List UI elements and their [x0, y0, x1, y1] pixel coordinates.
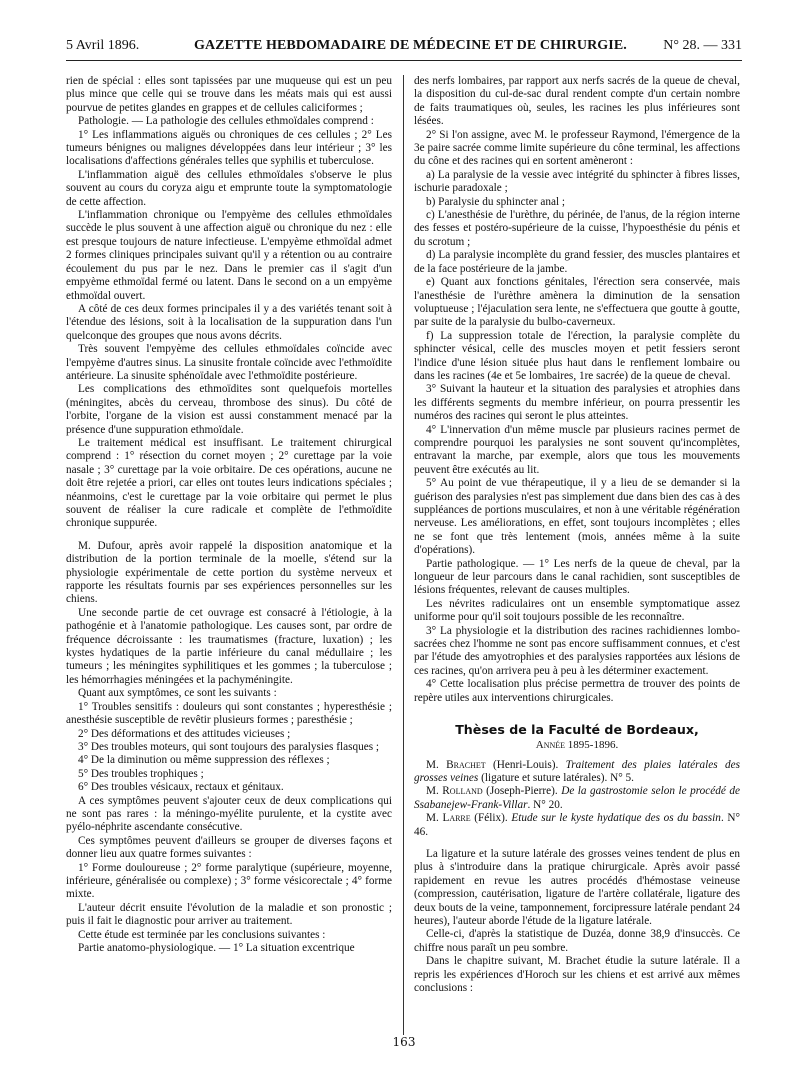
thesis-author: M. Brachet — [426, 758, 486, 771]
paragraph: Cette étude est terminée par les conclusions suivantes : — [78, 928, 326, 941]
paragraph: Celle-ci, d'après la statistique de Duzéa, donne 38,9 d'insuccès. Ce chiffre nous paraît un peu sombre. — [414, 928, 740, 954]
thesis-title: Etude sur le kyste hydatique des os du bassin — [511, 812, 721, 825]
paragraph: Très souvent l'empyème des cellules ethmoïdales coïncide avec l'empyème d'autres sinus. La sinusite frontale coïncide avec l'ethmoïdite antérieure. La sinusite sphénoïdale avec l'ethmoïdite postérieure. — [66, 343, 392, 382]
paragraph: Une seconde partie de cet ouvrage est consacré à l'étiologie, à la pathogénie et à l'anatomie pathologique. Les causes sont, par ordre de fréquence décroissante : les traumatismes (fracture, luxation) ; les kystes hydatiques de la partie inférieure du canal médullaire ; les tumeurs ; les méningites syphilitiques et les gommes ; la tuberculose ; les hémorrhagies méningées et la pachyméningite. — [66, 606, 392, 686]
thesis-entry — [414, 812, 740, 839]
thesis-author: M. Rolland — [426, 785, 483, 798]
paragraph: Les complications des ethmoïdites sont quelquefois mortelles (méningites, abcès du cerveau, thrombose des sinus). Du côté de l'orbite, l'organe de la vision est aussi constamment menacé par la présence d'une suppuration ethmoïdale. — [66, 383, 392, 436]
thesis-title: Traitement des plaies latérales des grosses veines — [414, 758, 740, 784]
paragraph: 6° Des troubles vésicaux, rectaux et génitaux. — [78, 781, 284, 794]
paragraph: f) La suppression totale de l'érection, la paralysie complète du sphincter vésical, celle des muscles moyen et petit fessiers seront l'indice d'une lésion située plus haut dans le renflement lombaire ou dans les racines (4e et 5e lombaires, 1re sacrée) de la queue de cheval. — [414, 329, 740, 382]
paragraph: L'inflammation chronique ou l'empyème des cellules ethmoïdales succède le plus souvent à une affection aiguë ou chronique du nez : elle est presque toujours de nature infectieuse. L'empyème ethmoïdal admet 2 formes cliniques principales suivant qu'il y a rétention ou au contraire écoulement du pus par le nez. Dans le premier cas il s'agit d'un empyème ethmoïdal fermé ou latent. Dans le second on a un empyème ethmoïdal ouvert. — [66, 209, 392, 302]
paragraph: 1° Forme douloureuse ; 2° forme paralytique (supérieure, moyenne, inférieure, généralisée ou complexe) ; 3° forme vésicorectale ; 4° forme mixte. — [66, 861, 392, 901]
paragraph: a) La paralysie de la vessie avec intégrité du sphincter à fibres lisses, ischurie paradoxale ; — [414, 168, 740, 195]
thesis-person: (Henri-Louis). — [485, 758, 566, 771]
paragraph: 4° L'innervation d'un même muscle par plusieurs racines permet de comprendre pourquoi les paralysies ne sont souvent qu'incomplètes, entravant la marche, par exemple, alors que tous les mouvements peuvent être exécutés au lit. — [414, 423, 740, 476]
header-date: 5 Avril 1896. — [66, 38, 140, 53]
paragraph: 1° Les inflammations aiguës ou chroniques de ces cellules ; 2° Les tumeurs bénignes ou malignes développées dans leur intérieur ; 3° les localisations d'affections générales telles que syphilis et tuberculose. — [66, 128, 392, 168]
column-rule — [403, 75, 404, 1035]
paragraph: A côté de ces deux formes principales il y a des variétés tenant soit à l'étendue des lésions, soit à la localisation de la suppuration dans l'un quelconque des groupes que nous avons décrits. — [66, 302, 392, 342]
left-column — [66, 75, 392, 955]
paragraph: Partie anatomo-physiologique. — 1° La situation excentrique — [78, 942, 355, 954]
thesis-title: De la gastrostomie selon le procédé de Ssabanejew-Frank-Villar — [414, 785, 740, 811]
paragraph: Les névrites radiculaires ont un ensemble symptomatique assez uniforme pour qu'il soit toujours possible de les reconnaître. — [414, 597, 740, 624]
paragraph: des nerfs lombaires, par rapport aux nerfs sacrés de la queue de cheval, la disposition du cul-de-sac dural rendent compte d'un certain nombre de faits traumatiques où, seules, les racines les plus inférieures sont lésées. — [414, 75, 740, 128]
section-gap — [66, 531, 392, 540]
thesis-rest: (ligature et suture latérales). N° 5. — [478, 771, 634, 784]
paragraph: 3° Des troubles moteurs, qui sont toujours des paralysies flasques ; — [78, 740, 380, 753]
paragraph: 1° Troubles sensitifs : douleurs qui sont constantes ; hyperesthésie ; anesthésie susceptible de revêtir plusieurs formes ; paresthésie ; — [66, 700, 392, 727]
paragraph: L'inflammation aiguë des cellules ethmoïdales s'observe le plus souvent au cours du coryza aigu et emprunte toute la symptomatologie de cette affection. — [66, 168, 392, 208]
running-header — [66, 34, 742, 61]
thesis-rest: . N° 20. — [527, 798, 563, 811]
page-folio: 163 — [392, 1035, 416, 1049]
paragraph: 2° Si l'on assigne, avec M. le professeur Raymond, l'émergence de la 3e paire sacrée comme limite supérieure du cône terminal, les affections du cône et des racines qui en sortent amèneront : — [414, 128, 740, 168]
thesis-person: (Félix). — [470, 812, 512, 825]
paragraph: rien de spécial : elles sont tapissées par une muqueuse qui est un peu plus mince que celle qui se trouve dans les méats mais qui est aussi pourvue de petites glandes en grappes et de cellules caliciformes ; — [66, 75, 392, 114]
theses-heading: Thèses de la Faculté de Bordeaux, — [455, 722, 699, 738]
section-gap — [414, 705, 740, 721]
paragraph: 5° Des troubles trophiques ; — [78, 767, 204, 780]
paragraph: Dans le chapitre suivant, M. Brachet étudie la suture latérale. Il a repris les expériences d'Horoch sur les chiens et est arrivé aux mêmes conclusions : — [414, 955, 740, 994]
theses-year: Année 1895-1896. — [535, 739, 619, 752]
header-journal-title: GAZETTE HEBDOMADAIRE DE MÉDECINE ET DE CHIRURGIE. — [194, 38, 627, 53]
right-column — [414, 75, 740, 995]
paragraph: M. Dufour, après avoir rappelé la disposition anatomique et la distribution de la portion terminale de la moelle, s'étend sur la physiologie expérimentale de cette portion du système nerveux et rapporte les résultats fournis par ses expériences personnelles sur les chiens. — [66, 539, 392, 606]
paragraph: Pathologie. — La pathologie des cellules ethmoïdales comprend : — [78, 115, 374, 128]
paragraph: 3° La physiologie et la distribution des racines rachidiennes lombo-sacrées chez l'homme ne sont pas encore suffisamment connues, et c'est par l'étude des amyotrophies et des paralysies rapportées aux lésions de ces racines, qu'on arrivera peu à peu à les déterminer exactement. — [414, 624, 740, 677]
paragraph: Partie pathologique. — 1° Les nerfs de la queue de cheval, par la longueur de leur parcours dans le canal rachidien, sont susceptibles de lésions fréquentes, relevant de causes multiples. — [414, 557, 740, 597]
section-gap — [414, 839, 740, 848]
paragraph: c) L'anesthésie de l'urèthre, du périnée, de l'anus, de la région interne des fesses et postéro-supérieure de la cuisse, l'hypoesthésie du pénis et du scrotum ; — [414, 209, 740, 248]
journal-page — [66, 34, 742, 1074]
thesis-author: M. Larre — [426, 812, 471, 825]
thesis-entry — [414, 759, 740, 786]
paragraph: L'auteur décrit ensuite l'évolution de la maladie et son pronostic ; puis il fait le diagnostic pour arriver au traitement. — [66, 901, 392, 928]
paragraph: Le traitement médical est insuffisant. Le traitement chirurgical comprend : 1° résection du cornet moyen ; 2° curettage par la voie nasale ; 3° curettage par la voie orbitaire. De ces opérations, aucune ne doit être rejetée a priori, car elles ont toutes leurs indications spéciales ; néanmoins, c'est le curettage par la voie orbitaire qui permet le plus souvent de réaliser la cure radicale et complète de l'ethmoïdite chronique suppurée. — [66, 436, 392, 530]
paragraph: 4° De la diminution ou même suppression des réflexes ; — [78, 754, 330, 767]
thesis-person: (Joseph-Pierre). — [482, 785, 562, 798]
thesis-rest: . N° 46. — [414, 812, 740, 838]
paragraph: Ces symptômes peuvent d'ailleurs se grouper de diverses façons et donner lieu aux quatre formes suivantes : — [66, 834, 392, 861]
paragraph: 2° Des déformations et des attitudes vicieuses ; — [78, 727, 291, 740]
paragraph: La ligature et la suture latérale des grosses veines tendent de plus en plus à s'introduire dans la pratique chirurgicale. Après avoir passé rapidement en revue les autres procédés d'hémostase veineuse (compression, cautérisation, ligature de l'artère collatérale, ligature des deux bouts de la veine, tamponnement, forcipressure latérale pendant 24 heures), l'auteur aborde l'étude de la ligature latérale. — [414, 847, 740, 927]
paragraph: e) Quant aux fonctions génitales, l'érection sera conservée, mais l'anesthésie de l'urèthre amènera la diminution de la sensation voluptueuse ; l'éjaculation sera lente, ne s'effectuera que goutte à goutte, par suite de la paralysie du bulbo-caverneux. — [414, 276, 740, 329]
paragraph: b) Paralysie du sphincter anal ; — [426, 195, 566, 208]
paragraph: d) La paralysie incomplète du grand fessier, des muscles plantaires et de la face postérieure de la jambe. — [414, 249, 740, 275]
thesis-entry — [414, 785, 740, 812]
header-issue-page: N° 28. — 331 — [663, 38, 742, 53]
paragraph: 4° Cette localisation plus précise permettra de trouver des points de repère utiles aux interventions chirurgicales. — [414, 678, 740, 704]
paragraph: A ces symptômes peuvent s'ajouter ceux de deux complications qui ne sont pas rares : la méningo-myélite purulente, et la cystite avec pyélo-néphrite ascendante consécutive. — [66, 794, 392, 834]
paragraph: 5° Au point de vue thérapeutique, il y a lieu de se demander si la guérison des paralysies n'est pas simplement due dans bien des cas à des suppléances de portions musculaires, et non à une véritable régénération nerveuse. Les améliorations, en effet, sont toujours incomplètes ; elles ne se font que très lentement (mois, années même à la suite d'opérations). — [414, 477, 740, 557]
paragraph: Quant aux symptômes, ce sont les suivants : — [78, 687, 277, 700]
paragraph: 3° Suivant la hauteur et la situation des paralysies et atrophies dans les différents segments du membre inférieur, on pourra pressentir les numéros des racines qui seront le plus atteintes. — [414, 383, 740, 423]
